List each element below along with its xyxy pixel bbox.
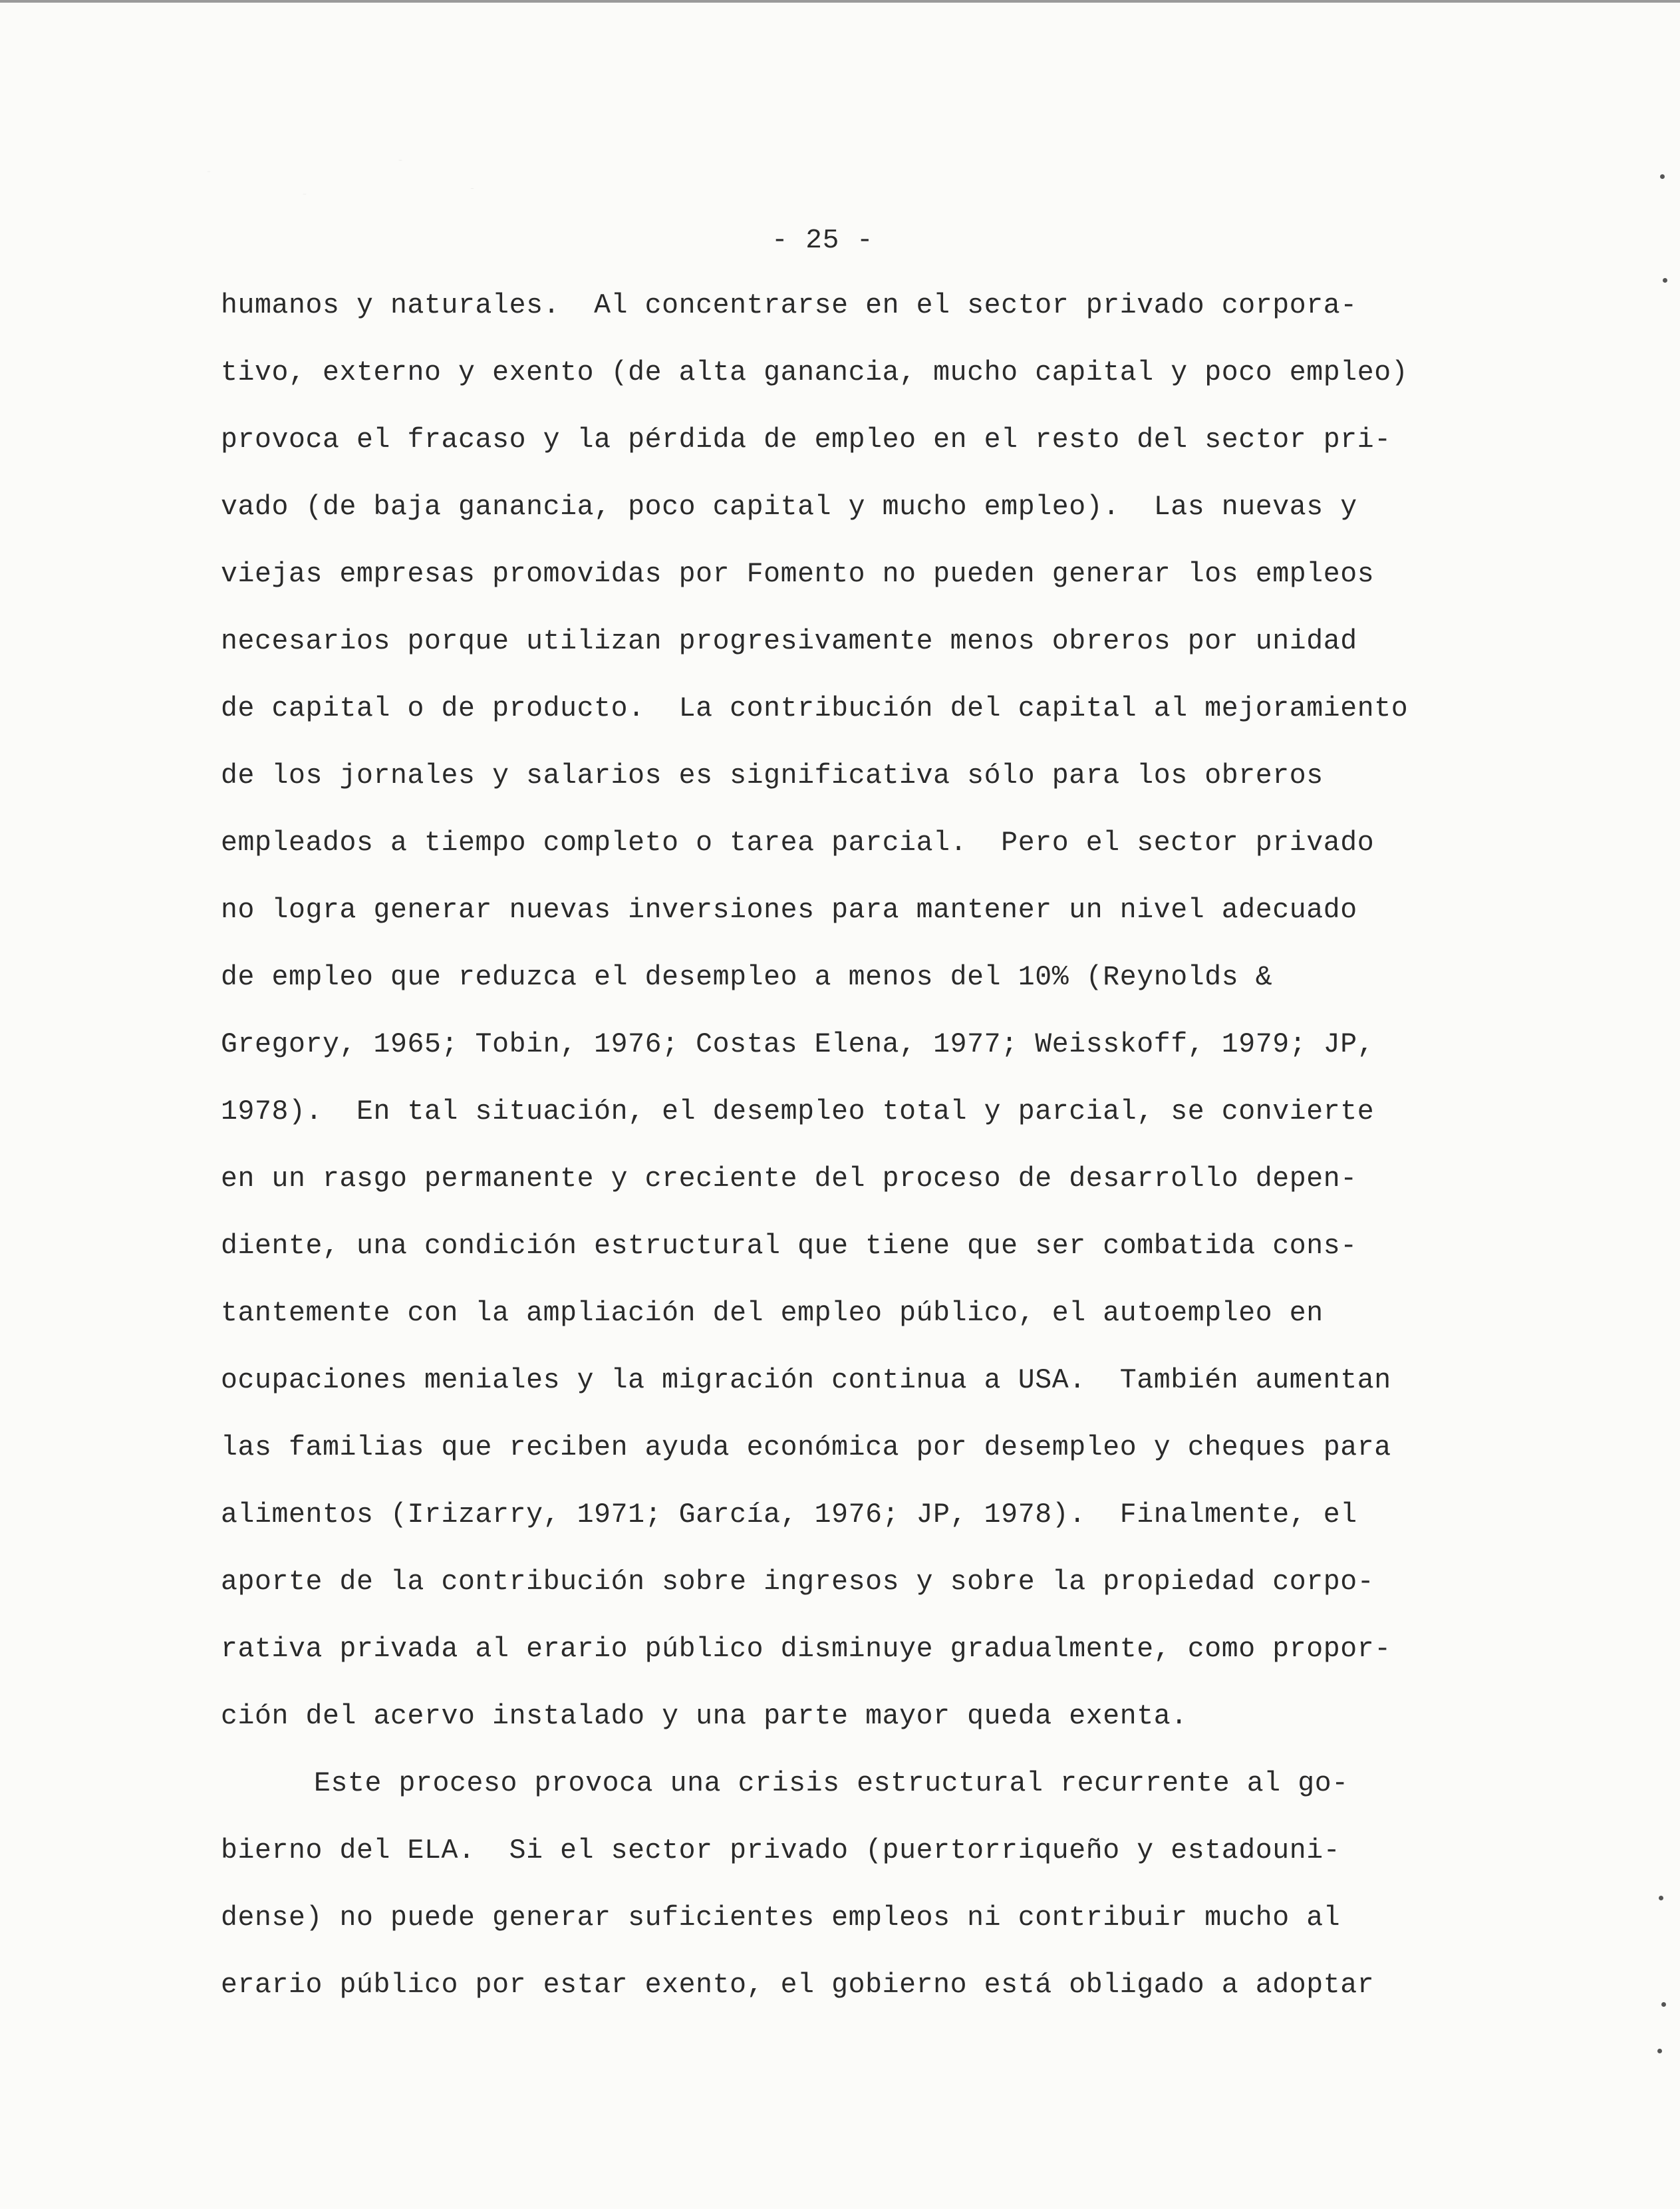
text-line: tantemente con la ampliación del empleo público, el autoempleo en [221,1298,1324,1329]
text-line: vado (de baja ganancia, poco capital y mucho empleo). Las nuevas y [221,492,1357,523]
margin-speck [1659,1896,1663,1900]
text-line: tivo, externo y exento (de alta ganancia, mucho capital y poco empleo) [221,357,1409,388]
text-line: las familias que reciben ayuda económica por desempleo y cheques para [221,1432,1391,1463]
margin-speck [1660,174,1665,179]
text-line: de los jornales y salarios es significativa sólo para los obreros [221,760,1324,792]
text-line: de capital o de producto. La contribución del capital al mejoramiento [221,693,1409,724]
text-line: rativa privada al erario público disminuye gradualmente, como propor- [221,1634,1391,1665]
margin-speck [1663,278,1667,283]
margin-speck [1661,2002,1666,2007]
text-line: alimentos (Irizarry, 1971; García, 1976; JP, 1978). Finalmente, el [221,1499,1357,1531]
page-top-edge [0,0,1680,3]
text-line: diente, una condición estructural que tiene que ser combatida cons- [221,1231,1357,1262]
text-line: 1978). En tal situación, el desempleo total y parcial, se convierte [221,1096,1375,1127]
text-line: necesarios porque utilizan progresivamente menos obreros por unidad [221,626,1357,657]
text-line: de empleo que reduzca el desempleo a menos del 10% (Reynolds & [221,962,1273,993]
text-line: no logra generar nuevas inversiones para mantener un nivel adecuado [221,895,1357,926]
show-through-smudge [113,126,592,239]
text-line: Gregory, 1965; Tobin, 1976; Costas Elena, 1977; Weisskoff, 1979; JP, [221,1029,1375,1060]
text-line: erario público por estar exento, el gobierno está obligado a adoptar [221,1970,1375,2001]
text-line: dense) no puede generar suficientes empleos ni contribuir mucho al [221,1902,1341,1934]
text-line: empleados a tiempo completo o tarea parcial. Pero el sector privado [221,827,1375,859]
text-line: Este proceso provoca una crisis estructural recurrente al go- [314,1768,1349,1799]
body-text [221,289,1498,2035]
margin-speck [1657,2049,1662,2053]
text-line: bierno del ELA. Si el sector privado (puertorriqueño y estadouni- [221,1835,1341,1866]
text-line: humanos y naturales. Al concentrarse en el sector privado corpora- [221,290,1357,321]
page-number: - 25 - [771,225,874,256]
text-line: provoca el fracaso y la pérdida de empleo en el resto del sector pri- [221,424,1391,456]
text-line: aporte de la contribución sobre ingresos y sobre la propiedad corpo- [221,1566,1375,1598]
text-line: ción del acervo instalado y una parte mayor queda exenta. [221,1701,1188,1732]
text-line: ocupaciones meniales y la migración continua a USA. También aumentan [221,1365,1391,1396]
text-line: en un rasgo permanente y creciente del proceso de desarrollo depen- [221,1163,1357,1195]
text-line: viejas empresas promovidas por Fomento no pueden generar los empleos [221,559,1375,590]
